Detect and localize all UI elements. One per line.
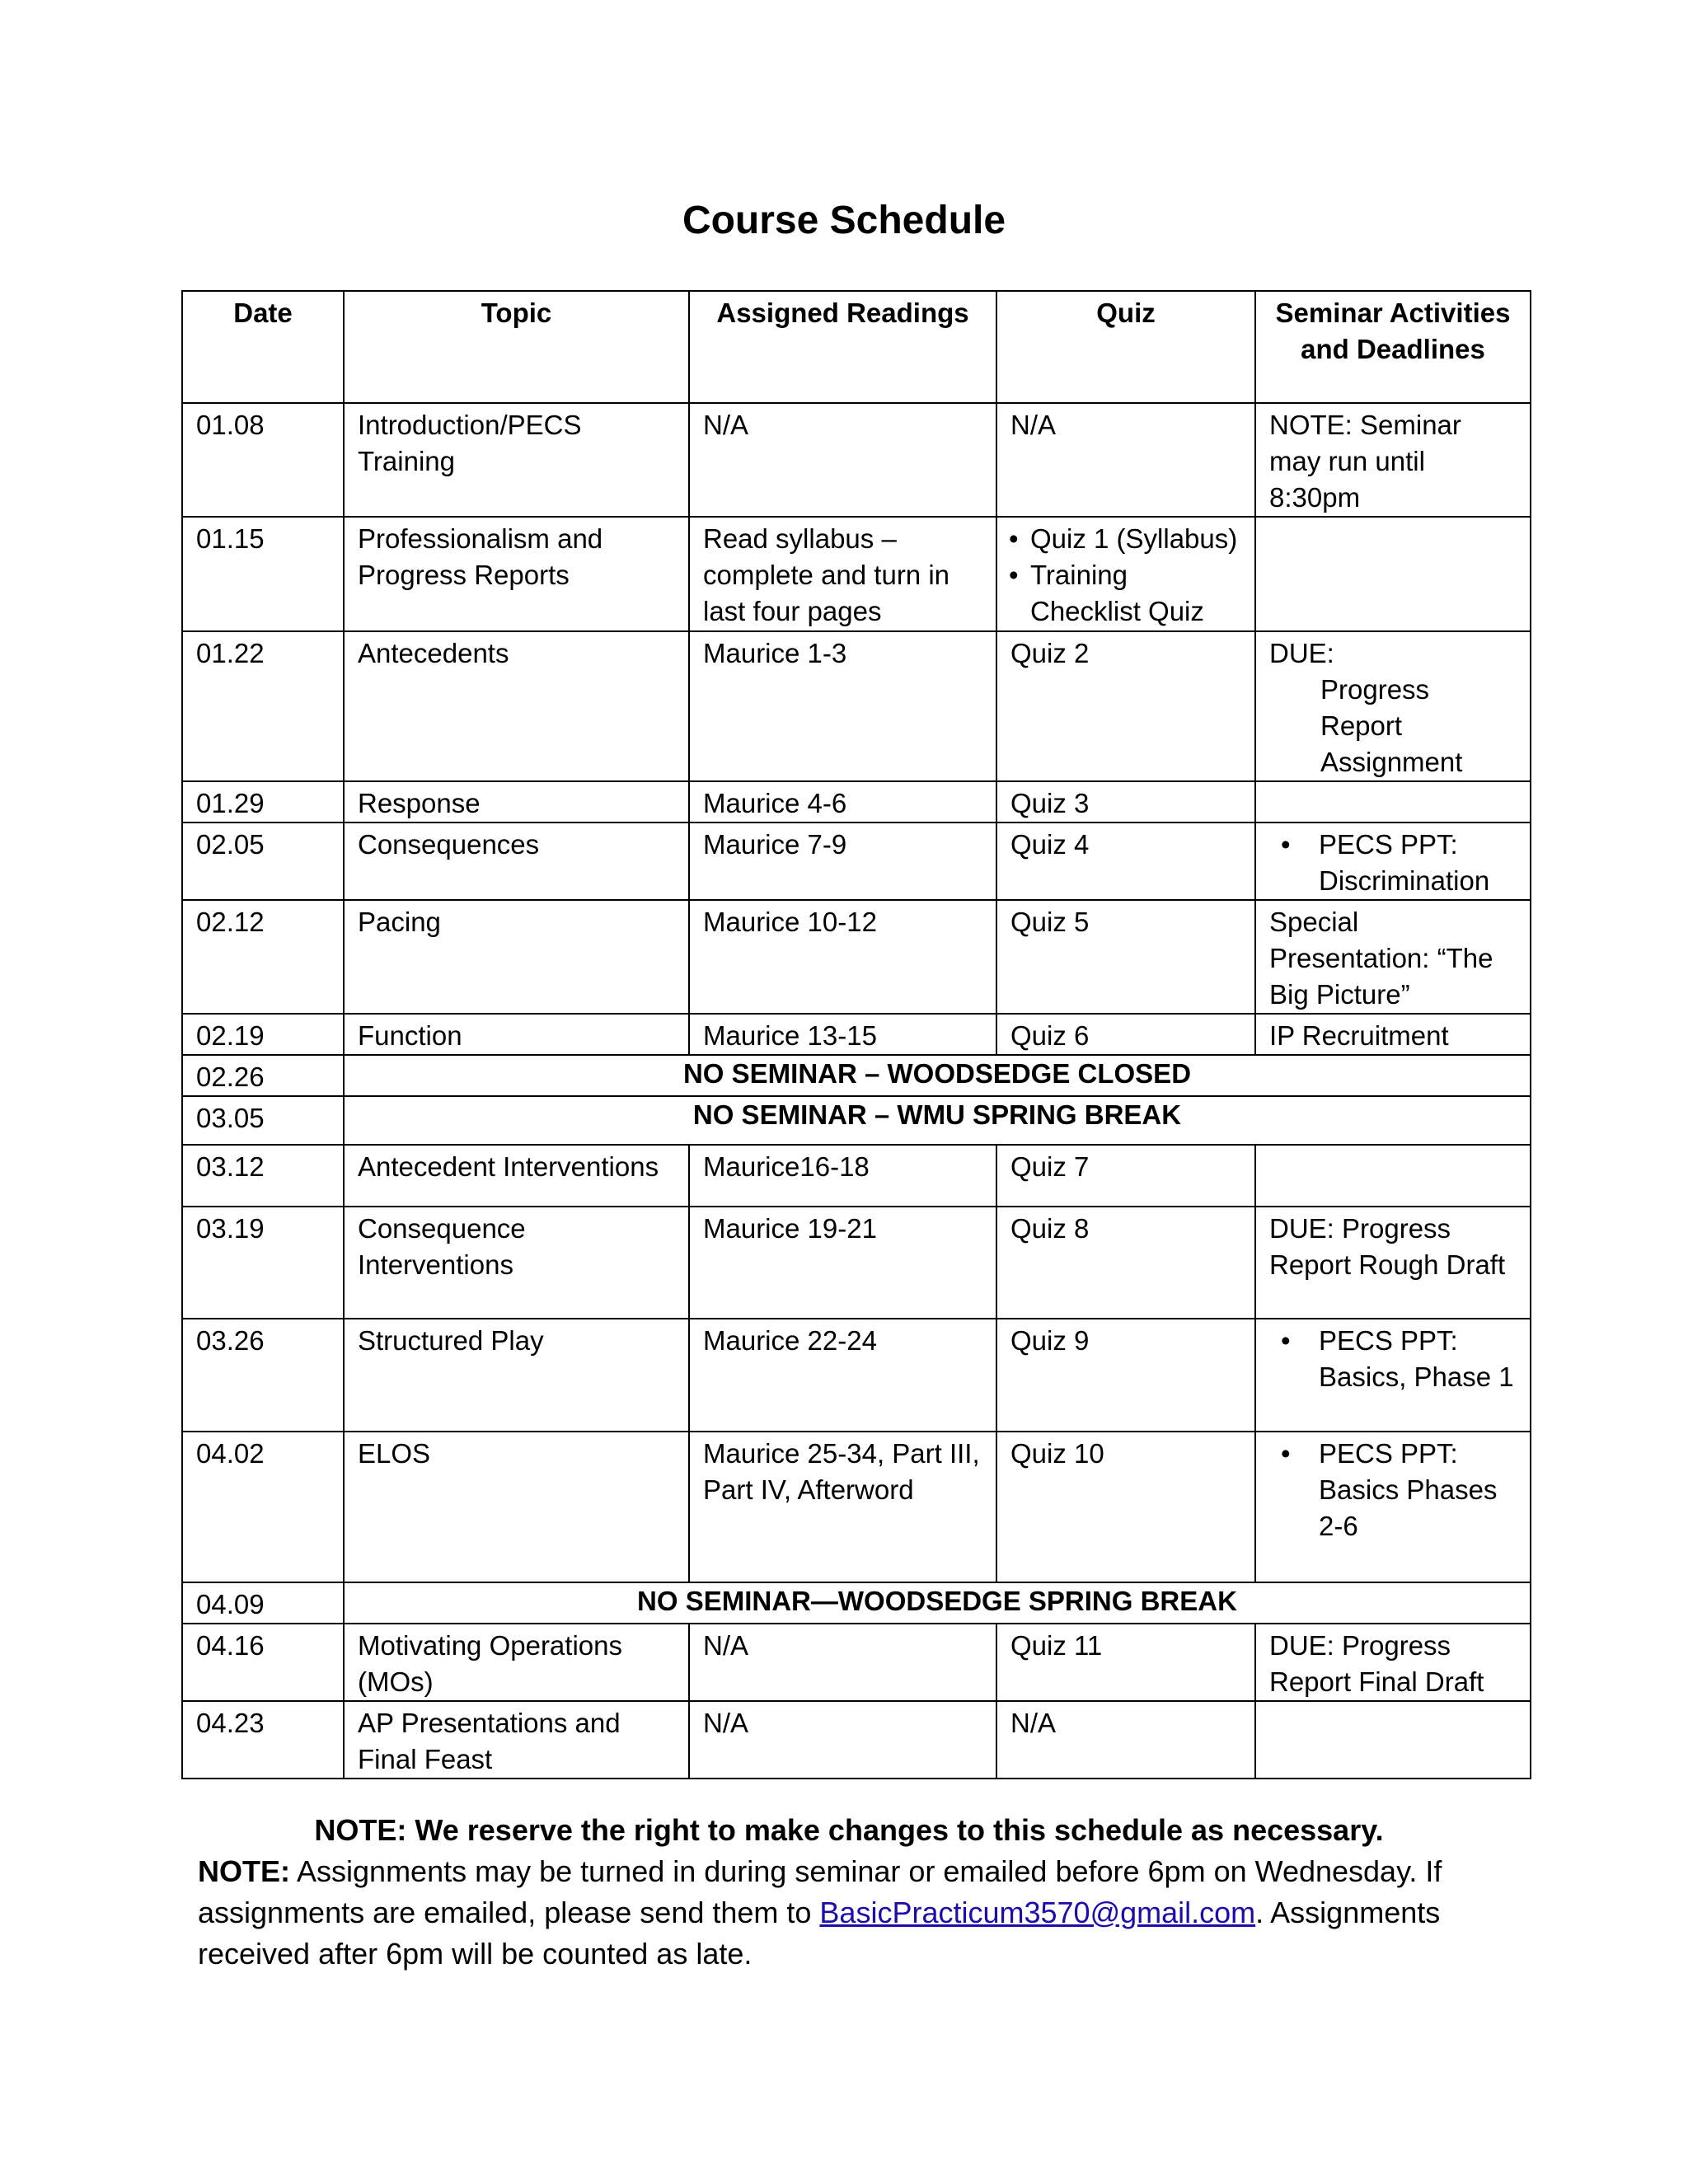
seminar-cell: Special Presentation: “The Big Picture”: [1255, 900, 1531, 1014]
date-cell: 03.19: [182, 1207, 344, 1319]
quiz-list: [1007, 521, 1241, 630]
readings-cell: Maurice 10-12: [689, 900, 996, 1014]
notice-cell: NO SEMINAR – WMU SPRING BREAK: [344, 1096, 1531, 1145]
header-seminar: Seminar Activities and Deadlines: [1255, 291, 1531, 403]
readings-cell: Maurice 1-3: [689, 631, 996, 781]
date-cell: 04.23: [182, 1701, 344, 1779]
table-row: [182, 1014, 1531, 1055]
header-quiz: Quiz: [996, 291, 1255, 403]
readings-cell: N/A: [689, 403, 996, 517]
quiz-cell: Quiz 3: [996, 781, 1255, 823]
readings-cell: Maurice 13-15: [689, 1014, 996, 1055]
seminar-cell: [1255, 631, 1531, 781]
date-cell: 01.29: [182, 781, 344, 823]
topic-cell: Antecedent Interventions: [344, 1145, 689, 1207]
seminar-cell: IP Recruitment: [1255, 1014, 1531, 1055]
notice-cell: NO SEMINAR—WOODSEDGE SPRING BREAK: [344, 1582, 1531, 1624]
date-cell: 03.12: [182, 1145, 344, 1207]
header-row: [182, 291, 1531, 403]
readings-cell: N/A: [689, 1624, 996, 1701]
topic-cell: Pacing: [344, 900, 689, 1014]
readings-cell: Maurice 25-34, Part III, Part IV, Afterword: [689, 1432, 996, 1582]
table-row: [182, 1701, 1531, 1779]
header-readings: Assigned Readings: [689, 291, 996, 403]
due-label: DUE:: [1269, 638, 1334, 668]
header-topic: Topic: [344, 291, 689, 403]
quiz-cell: Quiz 11: [996, 1624, 1255, 1701]
date-cell: 01.15: [182, 517, 344, 631]
date-cell: 04.16: [182, 1624, 344, 1701]
quiz-cell: Quiz 9: [996, 1319, 1255, 1432]
quiz-cell: Quiz 2: [996, 631, 1255, 781]
schedule-table: [181, 290, 1531, 1779]
quiz-cell: Quiz 8: [996, 1207, 1255, 1319]
date-cell: 02.19: [182, 1014, 344, 1055]
page-title: Course Schedule: [682, 199, 1006, 242]
table-row: [182, 781, 1531, 823]
seminar-cell: DUE: Progress Report Rough Draft: [1255, 1207, 1531, 1319]
seminar-list: [1269, 1323, 1517, 1395]
note-text-before: Assignments may be turned in during seminar or emailed before 6pm on Wednesday. If assignments are emailed, please send them to: [198, 1854, 1442, 1929]
list-item: • PECS PPT: Basics Phases 2-6: [1269, 1436, 1517, 1544]
list-item: • Training Checklist Quiz: [1007, 557, 1241, 630]
table-row: [182, 1207, 1531, 1319]
table-row: [182, 403, 1531, 517]
readings-cell: Maurice 19-21: [689, 1207, 996, 1319]
readings-cell: Maurice16-18: [689, 1145, 996, 1207]
topic-cell: Response: [344, 781, 689, 823]
seminar-cell: DUE: Progress Report Final Draft: [1255, 1624, 1531, 1701]
topic-cell: Consequence Interventions: [344, 1207, 689, 1319]
topic-cell: Professionalism and Progress Reports: [344, 517, 689, 631]
seminar-list: [1269, 827, 1517, 899]
seminar-cell: [1255, 517, 1531, 631]
schedule-change-note: NOTE: We reserve the right to make changes to this schedule as necessary.: [314, 1813, 1384, 1847]
quiz-cell: Quiz 7: [996, 1145, 1255, 1207]
quiz-cell: Quiz 4: [996, 823, 1255, 900]
topic-cell: Function: [344, 1014, 689, 1055]
quiz-cell: Quiz 10: [996, 1432, 1255, 1582]
quiz-cell: N/A: [996, 403, 1255, 517]
seminar-cell: [1255, 1432, 1531, 1582]
notice-cell: NO SEMINAR – WOODSEDGE CLOSED: [344, 1055, 1531, 1096]
readings-cell: Maurice 4-6: [689, 781, 996, 823]
date-cell: 02.12: [182, 900, 344, 1014]
quiz-cell: Quiz 5: [996, 900, 1255, 1014]
table-row: [182, 1432, 1531, 1582]
seminar-cell: [1255, 823, 1531, 900]
quiz-cell: N/A: [996, 1701, 1255, 1779]
date-cell: 04.02: [182, 1432, 344, 1582]
table-row: [182, 1096, 1531, 1145]
table-row: [182, 823, 1531, 900]
note-text-after: . Assignments received after 6pm will be counted as late.: [198, 1896, 1441, 1971]
table-row: [182, 517, 1531, 631]
topic-cell: Consequences: [344, 823, 689, 900]
email-link[interactable]: BasicPracticum3570@gmail.com: [819, 1896, 1256, 1929]
topic-cell: Introduction/PECS Training: [344, 403, 689, 517]
notes-section: [198, 1810, 1533, 1975]
table-row: [182, 1319, 1531, 1432]
list-item: • PECS PPT: Basics, Phase 1: [1269, 1323, 1517, 1395]
readings-cell: Maurice 7-9: [689, 823, 996, 900]
seminar-cell: [1255, 1701, 1531, 1779]
table-row: [182, 1582, 1531, 1624]
table-row: [182, 1624, 1531, 1701]
seminar-cell: [1255, 1319, 1531, 1432]
topic-cell: Motivating Operations (MOs): [344, 1624, 689, 1701]
assignment-note: [198, 1851, 1533, 1975]
seminar-cell: [1255, 781, 1531, 823]
readings-cell: Maurice 22-24: [689, 1319, 996, 1432]
quiz-cell: Quiz 6: [996, 1014, 1255, 1055]
table-row: [182, 1055, 1531, 1096]
date-cell: 03.05: [182, 1096, 344, 1145]
list-item: • PECS PPT: Discrimination: [1269, 827, 1517, 899]
quiz-cell: [996, 517, 1255, 631]
readings-cell: N/A: [689, 1701, 996, 1779]
table-row: [182, 900, 1531, 1014]
topic-cell: Antecedents: [344, 631, 689, 781]
topic-cell: AP Presentations and Final Feast: [344, 1701, 689, 1779]
date-cell: 02.05: [182, 823, 344, 900]
topic-cell: ELOS: [344, 1432, 689, 1582]
table-row: [182, 631, 1531, 781]
seminar-list: [1269, 1436, 1517, 1544]
list-item: • Quiz 1 (Syllabus): [1007, 521, 1241, 557]
seminar-cell: NOTE: Seminar may run until 8:30pm: [1255, 403, 1531, 517]
readings-cell: Read syllabus – complete and turn in last four pages: [689, 517, 996, 631]
topic-cell: Structured Play: [344, 1319, 689, 1432]
date-cell: 03.26: [182, 1319, 344, 1432]
note-label: NOTE:: [198, 1854, 290, 1888]
table-row: [182, 1145, 1531, 1207]
date-cell: 02.26: [182, 1055, 344, 1096]
due-detail: Progress Report Assignment: [1320, 674, 1463, 777]
seminar-cell: [1255, 1145, 1531, 1207]
date-cell: 01.22: [182, 631, 344, 781]
header-date: Date: [182, 291, 344, 403]
date-cell: 01.08: [182, 403, 344, 517]
date-cell: 04.09: [182, 1582, 344, 1624]
